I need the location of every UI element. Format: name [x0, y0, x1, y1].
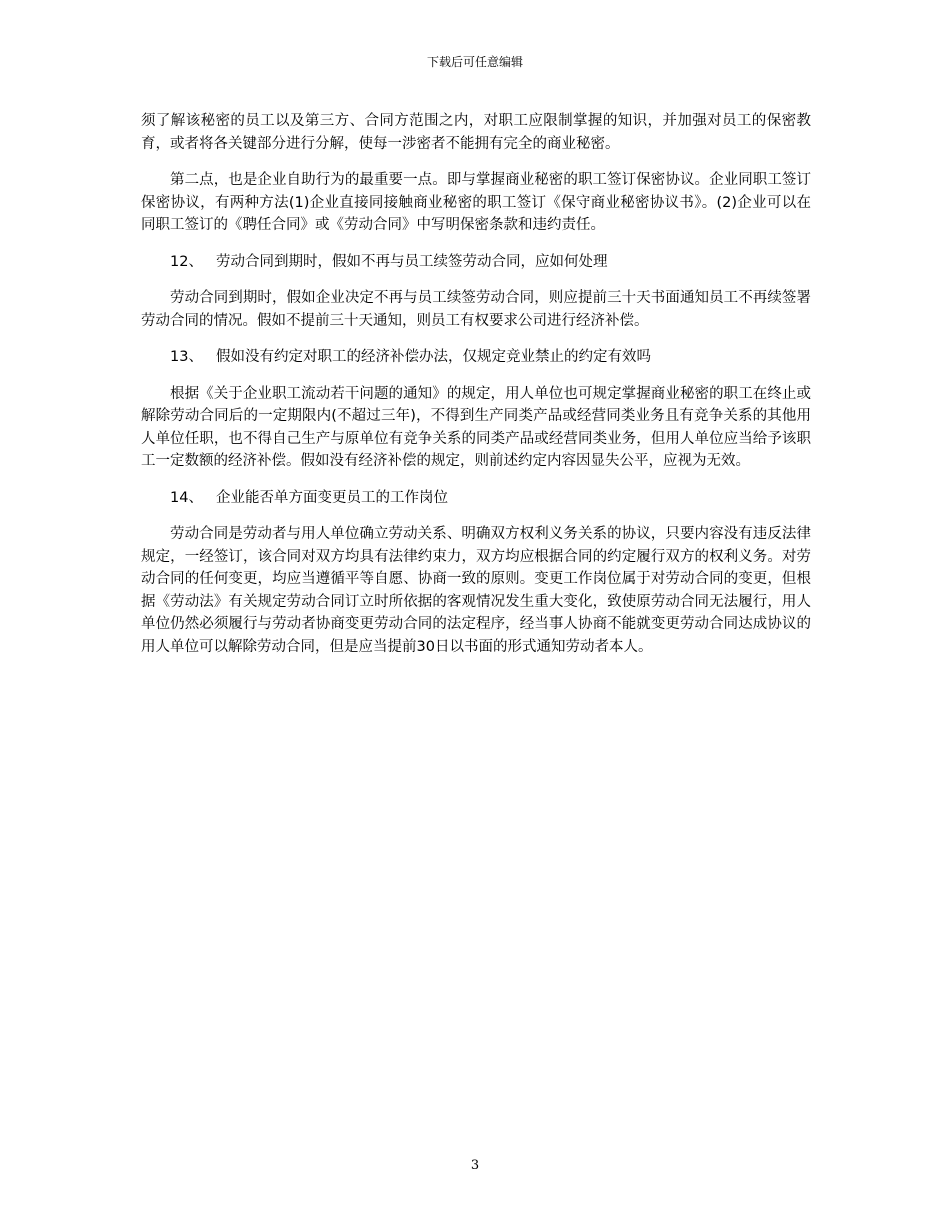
paragraph-3: 劳动合同到期时，假如企业决定不再与员工续签劳动合同，则应提前三十天书面通知员工不再续签署劳动合同的情况。假如不提前三十天通知，则员工有权要求公司进行经济补偿。: [141, 290, 811, 329]
section-title: 企业能否单方面变更员工的工作岗位: [216, 489, 448, 506]
paragraph-4: 根据《关于企业职工流动若干问题的通知》的规定，用人单位也可规定掌握商业秘密的职工在终止或解除劳动合同后的一定期限内(不超过三年)，不得到生产同类产品或经营同类业务且有竞争关系的其他用人单位任职，也不得自己生产与原单位有竞争关系的同类产品或经营同类业务，但用人单位应当给予该职工一定数额的经济补偿。假如没有经济补偿的规定，则前述约定内容因显失公平，应视为无效。: [141, 385, 811, 469]
paragraph-5: 劳动合同是劳动者与用人单位确立劳动关系、明确双方权利义务关系的协议，只要内容没有违反法律规定，一经签订，该合同对双方均具有法律约束力，双方均应根据合同的约定履行双方的权利义务。对劳动合同的任何变更，均应当遵循平等自愿、协商一致的原则。变更工作岗位属于对劳动合同的变更，但根据《劳动法》有关规定劳动合同订立时所依据的客观情况发生重大变化，致使原劳动合同无法履行，用人单位仍然必须履行与劳动者协商变更劳动合同的法定程序，经当事人协商不能就变更劳动合同达成协议的用人单位可以解除劳动合同，但是应当提前30日以书面的形式通知劳动者本人。: [141, 526, 811, 655]
section-number: 14、: [170, 489, 203, 506]
paragraph-2: 第二点，也是企业自助行为的最重要一点。即与掌握商业秘密的职工签订保密协议。企业同职工签订保密协议，有两种方法(1)企业直接同接触商业秘密的职工签订《保守商业秘密协议书》。(2)企业可以在同职工签订的《聘任合同》或《劳动合同》中写明保密条款和违约责任。: [141, 172, 811, 233]
page-header: 下载后可任意编辑: [426, 55, 523, 69]
paragraph-1: 须了解该秘密的员工以及第三方、合同方范围之内，对职工应限制掌握的知识，并加强对员工的保密教育，或者将各关键部分进行分解，使每一涉密者不能拥有完全的商业秘密。: [141, 113, 811, 152]
section-title: 假如没有约定对职工的经济补偿办法，仅规定竞业禁止的约定有效吗: [216, 349, 651, 365]
section-heading-14: [141, 487, 811, 510]
section-number: 12、: [170, 253, 203, 270]
section-heading-12: [141, 251, 811, 274]
document-body: [141, 110, 811, 672]
page-number: 3: [470, 1158, 480, 1173]
section-title: 劳动合同到期时，假如不再与员工续签劳动合同，应如何处理: [216, 253, 608, 270]
section-number: 13、: [170, 349, 203, 365]
section-heading-13: [141, 346, 811, 369]
